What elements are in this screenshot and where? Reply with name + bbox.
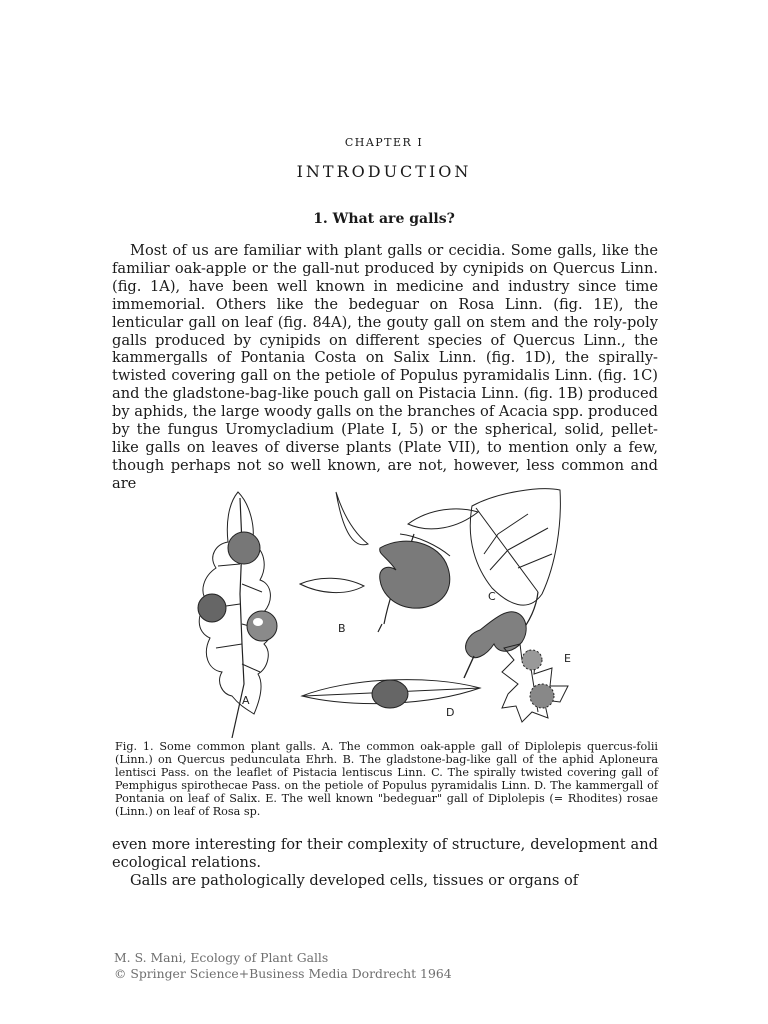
figure-label-b: B bbox=[338, 622, 346, 635]
chapter-title: INTRODUCTION bbox=[296, 162, 472, 181]
section-heading: 1. What are galls? bbox=[313, 211, 455, 227]
body-paragraph-3: Galls are pathologically developed cells, tissues or organs of bbox=[130, 872, 579, 889]
oak-apple-gall-3 bbox=[247, 611, 277, 641]
gall-stalk bbox=[464, 656, 474, 678]
oak-apple-gall-highlight bbox=[253, 618, 263, 626]
page-footer bbox=[114, 950, 674, 982]
body-paragraph-2: even more interesting for their complexity of structure, development and ecological relations. bbox=[112, 836, 658, 871]
oak-apple-gall-2 bbox=[198, 594, 226, 622]
figure-label-d: D bbox=[446, 706, 455, 719]
bedeguar-gall-1 bbox=[522, 650, 542, 670]
oak-apple-gall-1 bbox=[228, 532, 260, 564]
plant-galls-figure bbox=[168, 484, 608, 738]
footer-copyright: © Springer Science+Business Media Dordrecht 1964 bbox=[114, 966, 452, 981]
gladstone-bag-gall bbox=[380, 541, 450, 608]
footer-citation: M. S. Mani, Ecology of Plant Galls bbox=[114, 950, 329, 965]
plant-galls-illustration bbox=[168, 484, 608, 738]
kammergall bbox=[372, 680, 408, 708]
figure-label-e: E bbox=[564, 652, 571, 665]
bedeguar-gall-2 bbox=[530, 684, 554, 708]
figure-caption: Fig. 1. Some common plant galls. A. The common oak-apple gall of Diplolepis quercus-folii (Linn.) on Quercus pedunculata Ehrh. B. The gladstone-bag-like gall of the aphid Aploneura lentisci Pass. on the leaflet of Pistacia lentiscus Linn. C. The spirally twisted covering gall of Pemphigus spirothecae Pass. on the petiole of Populus pyramidalis Linn. D. The kammergall of Pontania on leaf of Salix. E. The well known "bedeguar" gall of Diplolepis (= Rhodites) rosae (Linn.) on leaf of Rosa sp. bbox=[115, 740, 658, 819]
body-paragraph-1: Most of us are familiar with plant galls or cecidia. Some galls, like the familiar oak-apple or the gall-nut produced by cynipids on Quercus Linn. (fig. 1A), have been well known in medicine and industry since time immemorial. Others like the bedeguar on Rosa Linn. (fig. 1E), the lenticular gall on leaf (fig. 84A), the gouty gall on stem and the roly-poly galls produced by cynipids on different species of Quercus Linn., the kammergalls of Pontania Costa on Salix Linn. (fig. 1D), the spirally-twisted covering gall on the petiole of Populus pyramidalis Linn. (fig. 1C) and the gladstone-bag-like pouch gall on Pistacia Linn. (fig. 1B) produced by aphids, the large woody galls on the branches of Acacia spp. produced by the fungus Uromycladium (Plate I, 5) or the spherical, solid, pellet-like galls on leaves of diverse plants (Plate VII), to mention only a few, though perhaps not so well known, are not, however, less common and are bbox=[112, 242, 658, 492]
chapter-label: CHAPTER I bbox=[344, 136, 424, 149]
spiral-twisted-gall bbox=[466, 612, 527, 658]
figure-label-a: A bbox=[242, 694, 250, 707]
figure-label-c: C bbox=[488, 590, 496, 603]
